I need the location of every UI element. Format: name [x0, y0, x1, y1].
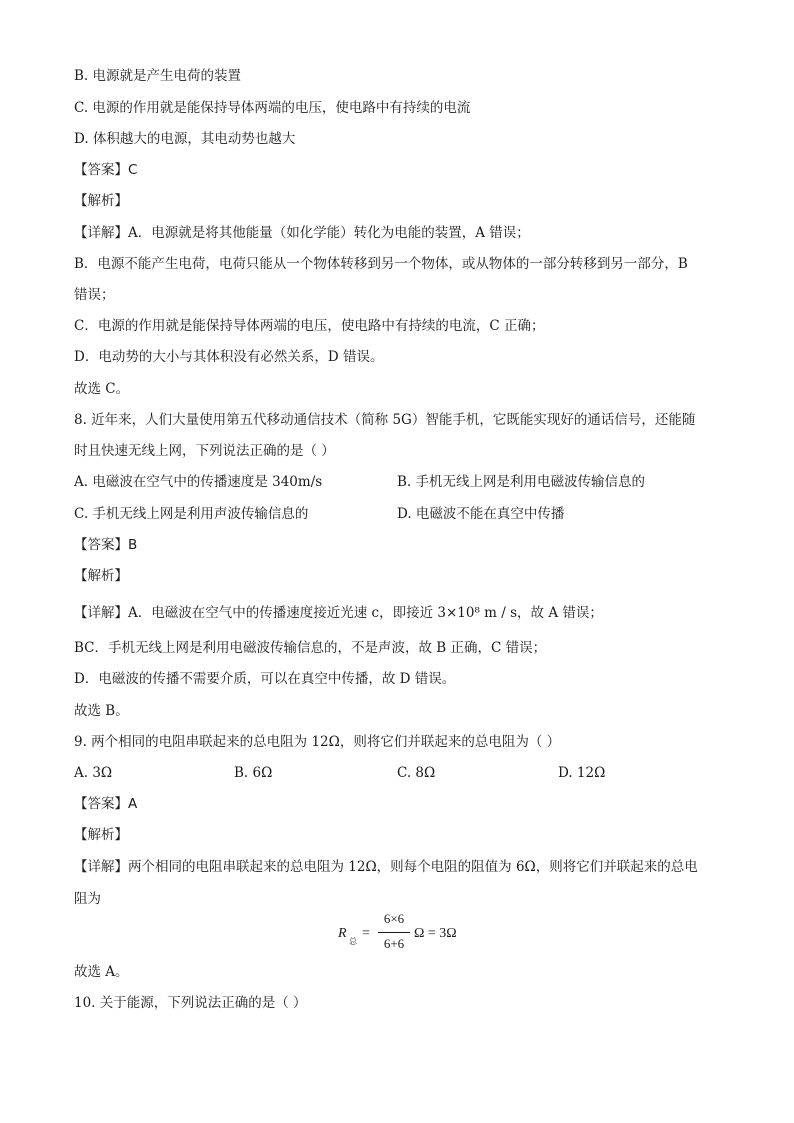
- q9-conclusion: 故选 A。: [74, 964, 129, 980]
- q7-analysis-heading: 【解析】: [74, 193, 128, 209]
- q8-stem-line-1: 8. 近年来，人们大量使用第五代移动通信技术（简称 5G）智能手机，它既能实现好的通话信号，还能随: [74, 412, 696, 428]
- q7-detail-4: C．电源的作用就是能保持导体两端的电压，使电路中有持续的电流，C 正确；: [74, 318, 545, 334]
- q7-option-d: D. 体积越大的电源，其电动势也越大: [74, 131, 296, 147]
- formula-fraction-bar: [378, 932, 410, 933]
- q7-answer: 【答案】C: [74, 162, 138, 178]
- q9-option-c: C. 8Ω: [397, 765, 436, 781]
- q8-option-a: A. 电磁波在空气中的传播速度是 340m/s: [74, 474, 323, 490]
- q9-formula: [338, 910, 468, 958]
- formula-symbol: R: [338, 926, 347, 941]
- q7-option-b: B. 电源就是产生电荷的装置: [74, 68, 242, 84]
- formula-fraction: [378, 910, 410, 956]
- formula-result: Ω = 3Ω: [414, 926, 457, 941]
- q9-answer: 【答案】A: [74, 796, 138, 812]
- q8-option-d: D. 电磁波不能在真空中传播: [397, 506, 565, 522]
- q9-option-a: A. 3Ω: [74, 765, 113, 781]
- q8-option-b: B. 手机无线上网是利用电磁波传输信息的: [397, 474, 646, 490]
- q9-detail-1: 【详解】两个相同的电阻串联起来的总电阻为 12Ω，则每个电阻的阻值为 6Ω，则将它们并联起来的总电: [74, 859, 698, 875]
- q7-option-c: C. 电源的作用就是能保持导体两端的电压，使电路中有持续的电流: [74, 100, 471, 116]
- q7-detail-5: D．电动势的大小与其体积没有必然关系，D 错误。: [74, 349, 384, 365]
- q9-option-b: B. 6Ω: [234, 765, 273, 781]
- q7-detail-1: 【详解】A．电源就是将其他能量（如化学能）转化为电能的装置，A 错误；: [74, 225, 530, 241]
- q8-detail-1: 【详解】A．电磁波在空气中的传播速度接近光速 c，即接近 3×10⁸ m / s，故 A 错误；: [74, 605, 603, 621]
- q7-detail-2: B．电源不能产生电荷，电荷只能从一个物体转移到另一个物体，或从物体的一部分转移到另一部分，B: [74, 256, 688, 272]
- q8-option-c: C. 手机无线上网是利用声波传输信息的: [74, 506, 309, 522]
- q9-analysis-heading: 【解析】: [74, 827, 128, 843]
- formula-denominator: 6+6: [383, 936, 405, 951]
- q10-stem: 10. 关于能源，下列说法正确的是（ ）: [74, 995, 307, 1011]
- q8-stem-line-2: 时且快速无线上网，下列说法正确的是（ ）: [74, 443, 335, 459]
- formula-numerator: 6×6: [383, 911, 405, 926]
- q7-conclusion: 故选 C。: [74, 381, 130, 397]
- q9-stem: 9. 两个相同的电阻串联起来的总电阻为 12Ω，则将它们并联起来的总电阻为（ ）: [74, 734, 561, 750]
- q8-conclusion: 故选 B。: [74, 703, 129, 719]
- q8-analysis-heading: 【解析】: [74, 568, 128, 584]
- q7-detail-3: 错误；: [74, 287, 115, 303]
- formula-subscript: 总: [349, 937, 357, 946]
- q8-detail-2: BC．手机无线上网是利用电磁波传输信息的，不是声波，故 B 正确，C 错误；: [74, 640, 547, 656]
- q9-option-d: D. 12Ω: [558, 765, 606, 781]
- q8-detail-3: D．电磁波的传播不需要介质，可以在真空中传播，故 D 错误。: [74, 671, 456, 687]
- q8-answer: 【答案】B: [74, 537, 138, 553]
- formula-equals: =: [362, 926, 370, 941]
- q9-detail-2: 阻为: [74, 891, 101, 907]
